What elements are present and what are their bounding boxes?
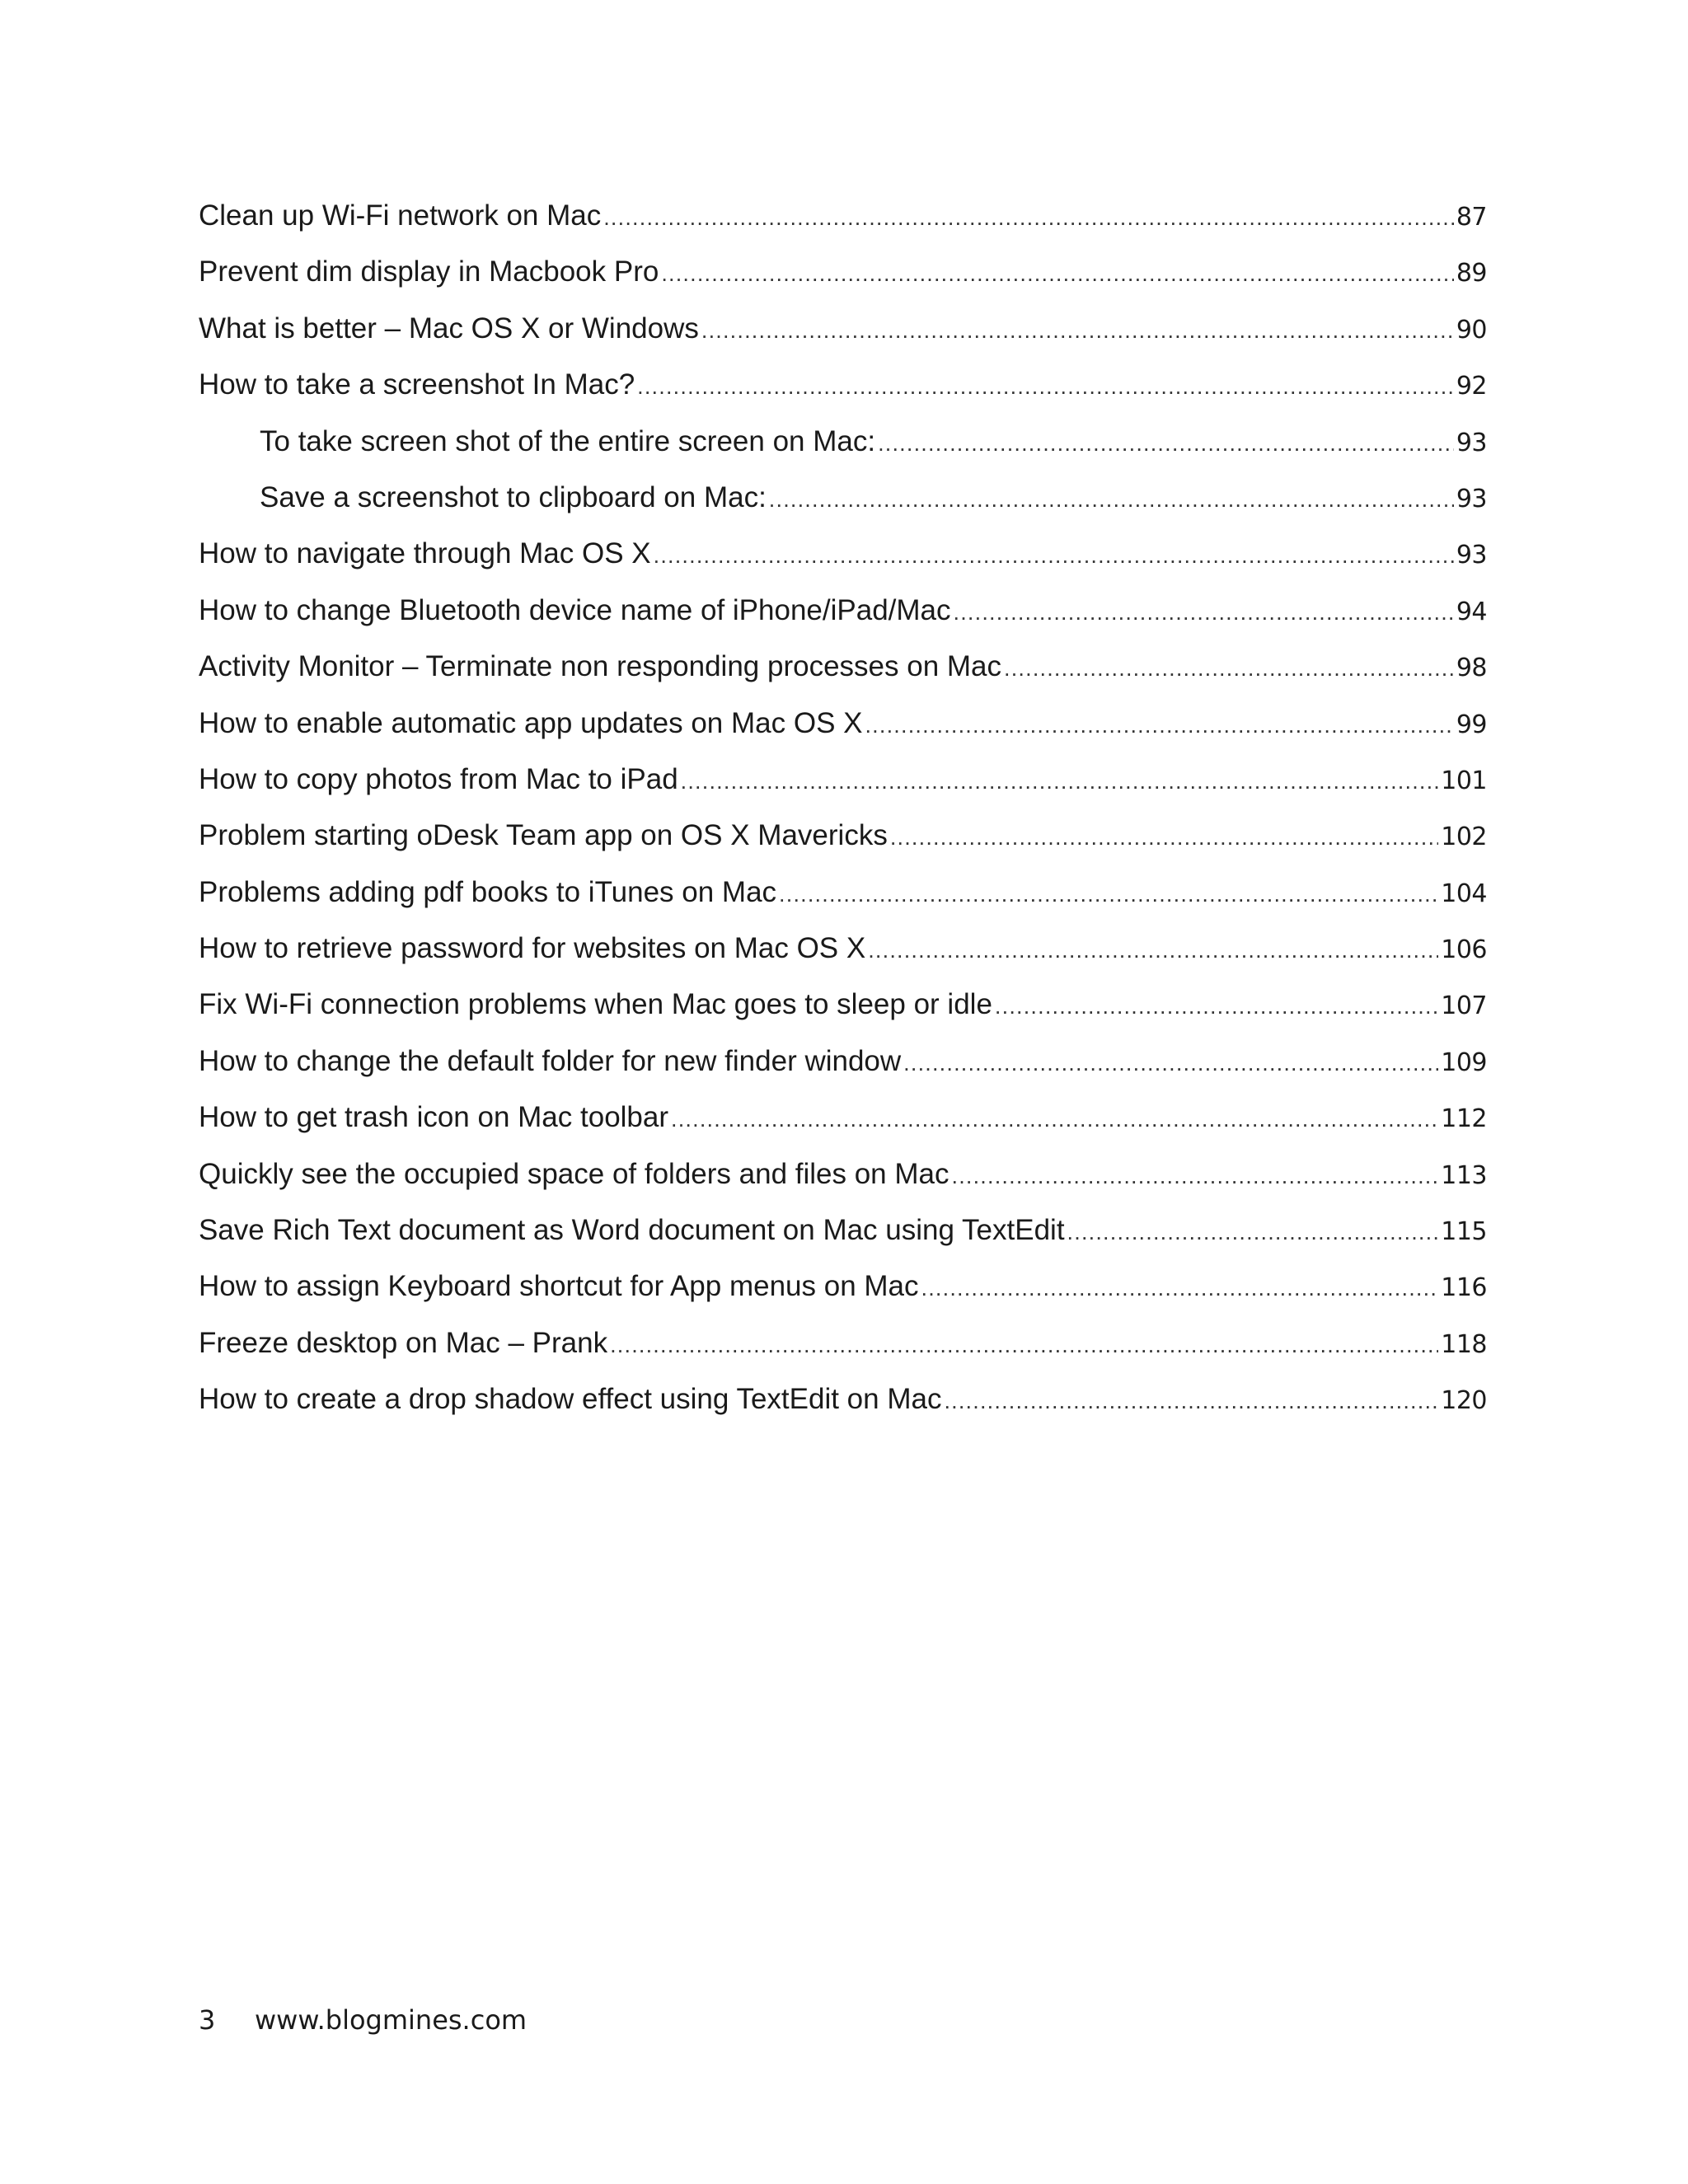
toc-subentry[interactable]	[199, 414, 1487, 470]
toc-entry[interactable]	[199, 244, 1487, 300]
toc-dot-leader	[944, 1373, 1438, 1429]
toc-dot-leader	[890, 809, 1438, 865]
toc-entry-page: 92	[1456, 372, 1487, 401]
toc-entry-page: 120	[1441, 1386, 1487, 1416]
toc-entry[interactable]	[199, 1090, 1487, 1146]
toc-entry-title: How to change Bluetooth device name of iPhone/iPad/Mac	[199, 593, 951, 626]
toc-entry[interactable]	[199, 583, 1487, 639]
toc-dot-leader	[637, 359, 1454, 415]
toc-entry-title: How to take a screenshot In Mac?	[199, 368, 635, 401]
toc-entry[interactable]	[199, 1033, 1487, 1090]
toc-entry[interactable]	[199, 865, 1487, 921]
toc-dot-leader	[779, 866, 1438, 922]
toc-entry-title: Save Rich Text document as Word document on Mac using TextEdit	[199, 1214, 1065, 1247]
toc-entry-page: 93	[1456, 541, 1487, 570]
toc-entry[interactable]	[199, 526, 1487, 582]
footer-website: www.blogmines.com	[255, 2004, 528, 2036]
toc-entry-title: How to create a drop shadow effect using TextEdit on Mac	[199, 1383, 942, 1416]
footer-page-number: 3	[199, 2004, 216, 2036]
toc-entry-title: Activity Monitor – Terminate non responding processes on Mac	[199, 650, 1002, 683]
toc-entry-page: 89	[1456, 259, 1487, 288]
toc-subentry[interactable]	[199, 470, 1487, 526]
toc-entry-title: Prevent dim display in Macbook Pro	[199, 255, 659, 288]
toc-entry[interactable]	[199, 639, 1487, 695]
toc-entry[interactable]	[199, 1202, 1487, 1258]
toc-entry-page: 112	[1441, 1104, 1487, 1134]
toc-entry-page: 104	[1441, 879, 1487, 908]
toc-entry-title: Problems adding pdf books to iTunes on Mac	[199, 875, 777, 908]
toc-entry-title: Fix Wi-Fi connection problems when Mac goes to sleep or idle	[199, 988, 992, 1021]
toc-dot-leader	[701, 302, 1454, 359]
toc-entry[interactable]	[199, 301, 1487, 357]
toc-dot-leader	[681, 753, 1439, 809]
toc-dot-leader	[868, 922, 1438, 978]
toc-dot-leader	[1067, 1204, 1439, 1260]
toc-entry-title: How to navigate through Mac OS X	[199, 537, 651, 570]
toc-entry-page: 94	[1456, 597, 1487, 626]
toc-entry[interactable]	[199, 1371, 1487, 1427]
toc-entry-title: Problem starting oDesk Team app on OS X Mavericks	[199, 819, 888, 852]
toc-entry[interactable]	[199, 752, 1487, 808]
toc-dot-leader	[661, 246, 1454, 302]
toc-entry-page: 116	[1441, 1273, 1487, 1303]
toc-entry-page: 98	[1456, 654, 1487, 683]
toc-dot-leader	[769, 471, 1454, 527]
toc-dot-leader	[865, 697, 1453, 753]
toc-entry-title: Freeze desktop on Mac – Prank	[199, 1326, 608, 1359]
toc-entry-title: Clean up Wi-Fi network on Mac	[199, 199, 602, 232]
toc-dot-leader	[921, 1260, 1439, 1316]
toc-entry-title: How to copy photos from Mac to iPad	[199, 762, 678, 795]
toc-entry-page: 93	[1456, 484, 1487, 513]
toc-dot-leader	[654, 527, 1454, 583]
page-footer	[199, 2004, 527, 2036]
toc-entry-title: Save a screenshot to clipboard on Mac:	[260, 480, 767, 513]
toc-dot-leader	[878, 415, 1454, 471]
toc-entry-page: 101	[1441, 766, 1487, 795]
toc-entry-title: How to get trash icon on Mac toolbar	[199, 1101, 669, 1134]
toc-entry-page: 93	[1456, 428, 1487, 457]
toc-entry-page: 102	[1441, 823, 1487, 852]
toc-dot-leader	[603, 190, 1454, 246]
toc-entry[interactable]	[199, 1258, 1487, 1315]
toc-entry-title: Quickly see the occupied space of folders and files on Mac	[199, 1157, 950, 1190]
toc-dot-leader	[903, 1035, 1438, 1091]
toc-entry[interactable]	[199, 921, 1487, 977]
toc-entry-title: How to change the default folder for new finder window	[199, 1044, 902, 1077]
toc-entry-page: 106	[1441, 935, 1487, 965]
toc-entry-page: 107	[1441, 991, 1487, 1021]
toc-entry-page: 113	[1441, 1160, 1487, 1190]
toc-dot-leader	[671, 1091, 1438, 1147]
toc-entry-title: How to enable automatic app updates on Mac OS X	[199, 706, 863, 739]
toc-entry-page: 109	[1441, 1047, 1487, 1077]
toc-entry[interactable]	[199, 696, 1487, 752]
toc-entry-page: 99	[1456, 710, 1487, 739]
toc-entry-page: 118	[1441, 1329, 1487, 1359]
toc-entry[interactable]	[199, 1146, 1487, 1202]
toc-entry-title: To take screen shot of the entire screen on Mac:	[260, 424, 876, 457]
toc-entry[interactable]	[199, 188, 1487, 244]
toc-entry-title: What is better – Mac OS X or Windows	[199, 312, 699, 344]
toc-dot-leader	[952, 1148, 1439, 1204]
toc-entry-title: How to retrieve password for websites on Mac OS X	[199, 932, 866, 965]
toc-entry[interactable]	[199, 1315, 1487, 1371]
toc-entry[interactable]	[199, 357, 1487, 413]
toc-entry-title: How to assign Keyboard shortcut for App menus on Mac	[199, 1270, 919, 1303]
toc-dot-leader	[995, 978, 1438, 1034]
toc-entry-page: 90	[1456, 315, 1487, 344]
table-of-contents	[199, 188, 1487, 1428]
toc-dot-leader	[610, 1317, 1438, 1373]
toc-entry[interactable]	[199, 977, 1487, 1033]
toc-entry-page: 115	[1441, 1217, 1487, 1247]
toc-entry[interactable]	[199, 808, 1487, 864]
toc-dot-leader	[954, 584, 1454, 640]
toc-entry-page: 87	[1456, 203, 1487, 232]
toc-dot-leader	[1004, 640, 1454, 696]
